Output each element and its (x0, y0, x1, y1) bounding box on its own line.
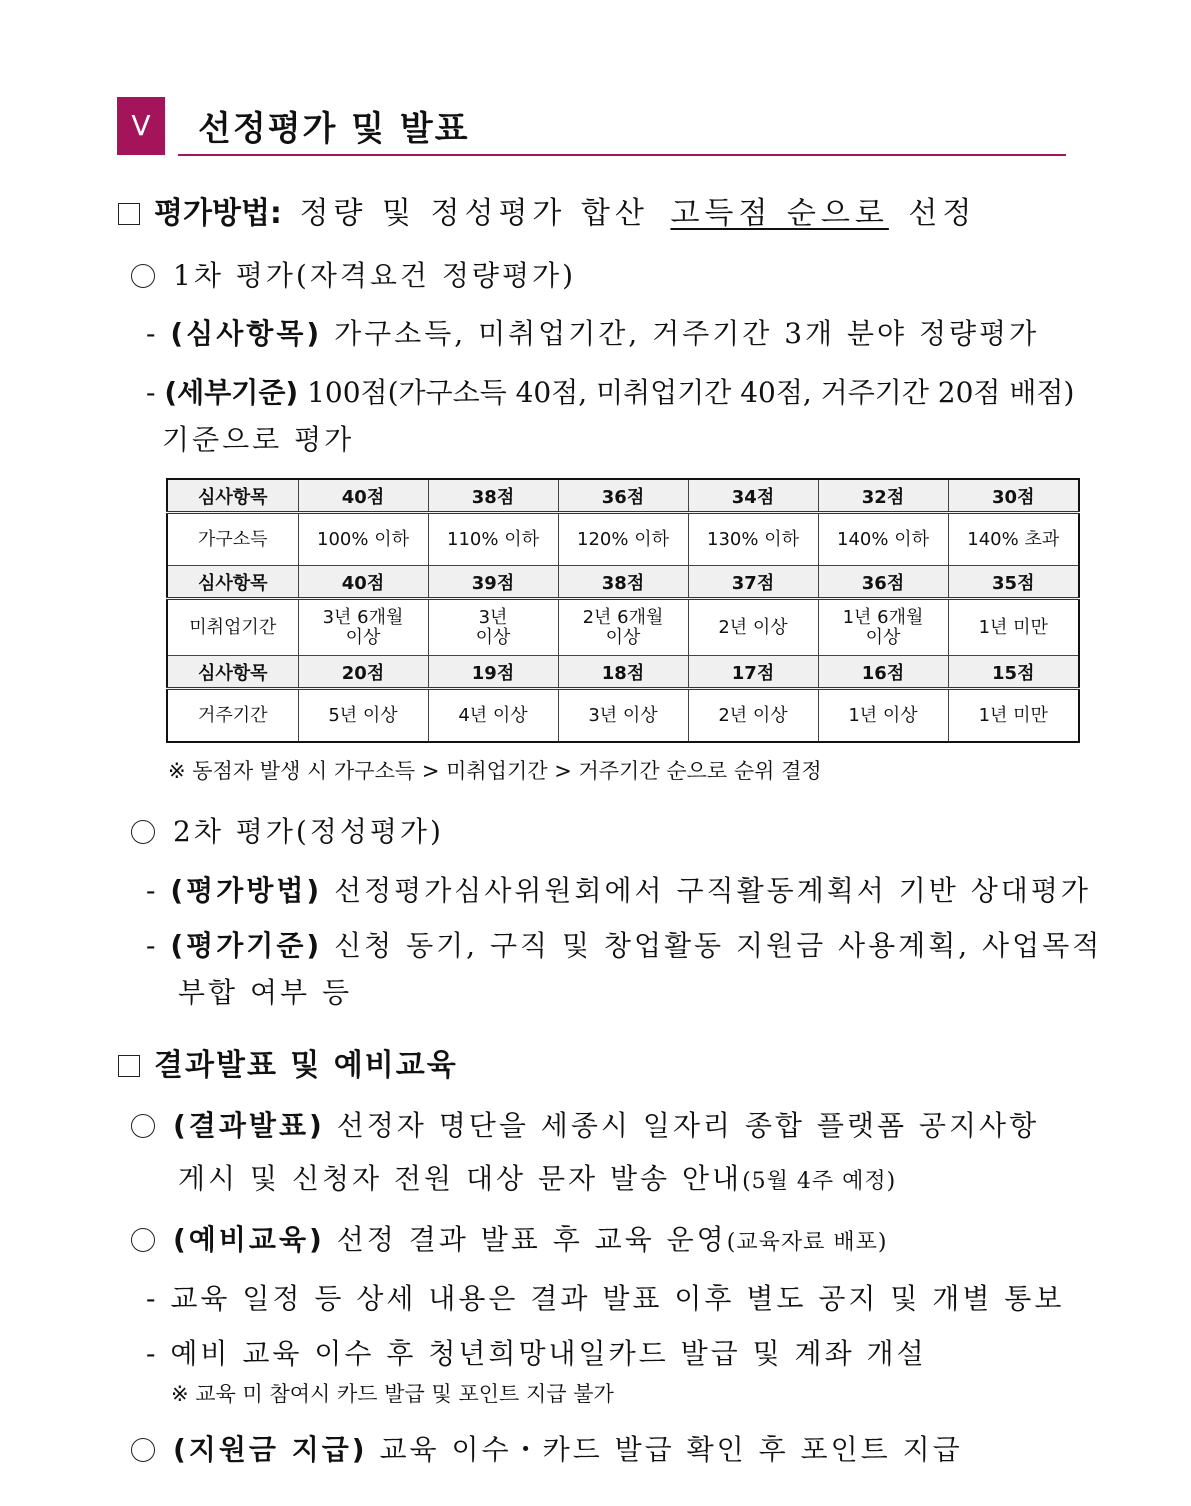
row-cell-criterion: 1년 이상 (818, 689, 948, 743)
result-edu (131, 1218, 887, 1258)
result-pay-label: (지원금 지급) (173, 1433, 368, 1466)
row-cell-item: 가구소득 (167, 513, 298, 566)
second-eval-item-1-text: 선정평가심사위원회에서 구직활동계획서 기반 상대평가 (334, 874, 1091, 907)
header-cell-score: 20점 (298, 656, 428, 689)
second-eval-item-2-label: (평가기준) (170, 929, 323, 962)
section-underline (178, 154, 1066, 156)
first-eval-item-1: - (심사항목) 가구소득, 미취업기간, 거주기간 3개 분야 정량평가 (146, 317, 1040, 350)
header-cell-score: 40점 (298, 566, 428, 599)
second-eval-item-2: - (평가기준) 신청 동기, 구직 및 창업활동 지원금 사용계획, 사업목적 (146, 929, 1103, 962)
circle-bullet-icon (131, 264, 155, 288)
header-cell-score: 38점 (428, 479, 558, 513)
square-bullet-icon (118, 203, 140, 225)
eval-heading (118, 188, 976, 232)
row-cell-criterion: 100% 이하 (298, 513, 428, 566)
row-cell-criterion: 1년 6개월 이상 (818, 599, 948, 656)
second-eval-item-2-text: 신청 동기, 구직 및 창업활동 지원금 사용계획, 사업목적 (334, 929, 1103, 962)
second-eval-item-2-cont: 부합 여부 등 (178, 976, 353, 1009)
first-eval-item-2-text: 100점(가구소득 40점, 미취업기간 40점, 거주기간 20점 배점) (307, 376, 1075, 409)
result-announce-text: 선정자 명단을 세종시 일자리 종합 플랫폼 공지사항 (336, 1109, 1040, 1142)
first-eval-item-1-text: 가구소득, 미취업기간, 거주기간 3개 분야 정량평가 (334, 317, 1040, 350)
row-cell-criterion: 140% 이하 (818, 513, 948, 566)
header-cell-score: 18점 (558, 656, 688, 689)
row-cell-criterion: 140% 초과 (948, 513, 1079, 566)
row-cell-criterion: 4년 이상 (428, 689, 558, 743)
header-cell-item: 심사항목 (167, 479, 298, 513)
row-cell-criterion: 3년 이상 (558, 689, 688, 743)
row-cell-criterion: 3년 6개월 이상 (298, 599, 428, 656)
row-cell-criterion: 1년 미만 (948, 689, 1079, 743)
first-eval-title: 1차 평가(자격요건 정량평가) (131, 254, 576, 294)
result-edu-note: (교육자료 배포) (726, 1230, 888, 1255)
first-eval-item-2: - (세부기준) 100점(가구소득 40점, 미취업기간 40점, 거주기간 20점 배점) (146, 376, 1075, 409)
circle-bullet-icon (131, 1228, 155, 1252)
header-cell-score: 17점 (688, 656, 818, 689)
header-cell-score: 36점 (818, 566, 948, 599)
first-eval-item-2-label: (세부기준) (164, 376, 299, 409)
criteria-table (166, 478, 1080, 743)
header-cell-score: 35점 (948, 566, 1079, 599)
header-cell-score: 32점 (818, 479, 948, 513)
header-cell-score: 34점 (688, 479, 818, 513)
row-cell-criterion: 2년 6개월 이상 (558, 599, 688, 656)
result-announce-label: (결과발표) (173, 1109, 325, 1142)
table-row (167, 599, 1079, 656)
table-row (167, 689, 1079, 743)
first-eval-item-1-label: (심사항목) (170, 317, 323, 350)
result-announce-cont: 게시 및 신청자 전원 대상 문자 발송 안내(5월 4주 예정) (178, 1162, 897, 1195)
square-bullet-icon (118, 1055, 140, 1077)
header-cell-score: 19점 (428, 656, 558, 689)
result-heading: 결과발표 및 예비교육 (118, 1040, 458, 1084)
header-cell-score: 38점 (558, 566, 688, 599)
row-cell-criterion: 2년 이상 (688, 599, 818, 656)
eval-heading-text-end: 선정 (908, 196, 977, 231)
row-cell-criterion: 3년 이상 (428, 599, 558, 656)
row-cell-criterion: 1년 미만 (948, 599, 1079, 656)
second-eval-item-1-label: (평가방법) (170, 874, 323, 907)
row-cell-criterion: 110% 이하 (428, 513, 558, 566)
second-eval-title: 2차 평가(정성평가) (131, 810, 444, 850)
row-cell-criterion: 2년 이상 (688, 689, 818, 743)
table-header-row (167, 566, 1079, 599)
result-pay (131, 1428, 963, 1468)
circle-bullet-icon (131, 1438, 155, 1462)
row-cell-item: 미취업기간 (167, 599, 298, 656)
header-cell-item: 심사항목 (167, 656, 298, 689)
row-cell-criterion: 5년 이상 (298, 689, 428, 743)
result-pay-text: 교육 이수・카드 발급 확인 후 포인트 지급 (379, 1433, 963, 1466)
table-header-row (167, 656, 1079, 689)
table-row (167, 513, 1079, 566)
first-eval-item-2-cont: 기준으로 평가 (162, 423, 355, 456)
circle-bullet-icon (131, 820, 155, 844)
row-cell-item: 거주기간 (167, 689, 298, 743)
header-cell-score: 15점 (948, 656, 1079, 689)
header-cell-item: 심사항목 (167, 566, 298, 599)
row-cell-criterion: 130% 이하 (688, 513, 818, 566)
header-cell-score: 36점 (558, 479, 688, 513)
result-edu-item-1: - 교육 일정 등 상세 내용은 결과 발표 이후 별도 공지 및 개별 통보 (146, 1282, 1065, 1315)
header-cell-score: 37점 (688, 566, 818, 599)
result-edu-item-2: - 예비 교육 이수 후 청년희망내일카드 발급 및 계좌 개설 (146, 1337, 927, 1370)
table-header-row (167, 479, 1079, 513)
section-number-badge: V (117, 97, 165, 155)
row-cell-criterion: 120% 이하 (558, 513, 688, 566)
tie-break-note: ※ 동점자 발생 시 가구소득 > 미취업기간 > 거주기간 순으로 순위 결정 (168, 759, 822, 783)
second-eval-item-1: - (평가방법) 선정평가심사위원회에서 구직활동계획서 기반 상대평가 (146, 874, 1091, 907)
section-title: 선정평가 및 발표 (198, 109, 470, 149)
eval-heading-label: 평가방법: (154, 196, 282, 231)
header-cell-score: 16점 (818, 656, 948, 689)
result-announce-date: (5월 4주 예정) (742, 1169, 897, 1194)
header-cell-score: 40점 (298, 479, 428, 513)
header-cell-score: 30점 (948, 479, 1079, 513)
result-announce (131, 1104, 1039, 1144)
eval-heading-text: 정량 및 정성평가 합산 (299, 196, 649, 231)
result-edu-label: (예비교육) (173, 1223, 325, 1256)
result-edu-text: 선정 결과 발표 후 교육 운영 (336, 1223, 727, 1256)
circle-bullet-icon (131, 1114, 155, 1138)
eval-heading-emphasis: 고득점 순으로 (670, 196, 889, 231)
result-edu-warning: ※ 교육 미 참여시 카드 발급 및 포인트 지급 불가 (171, 1382, 614, 1406)
header-cell-score: 39점 (428, 566, 558, 599)
